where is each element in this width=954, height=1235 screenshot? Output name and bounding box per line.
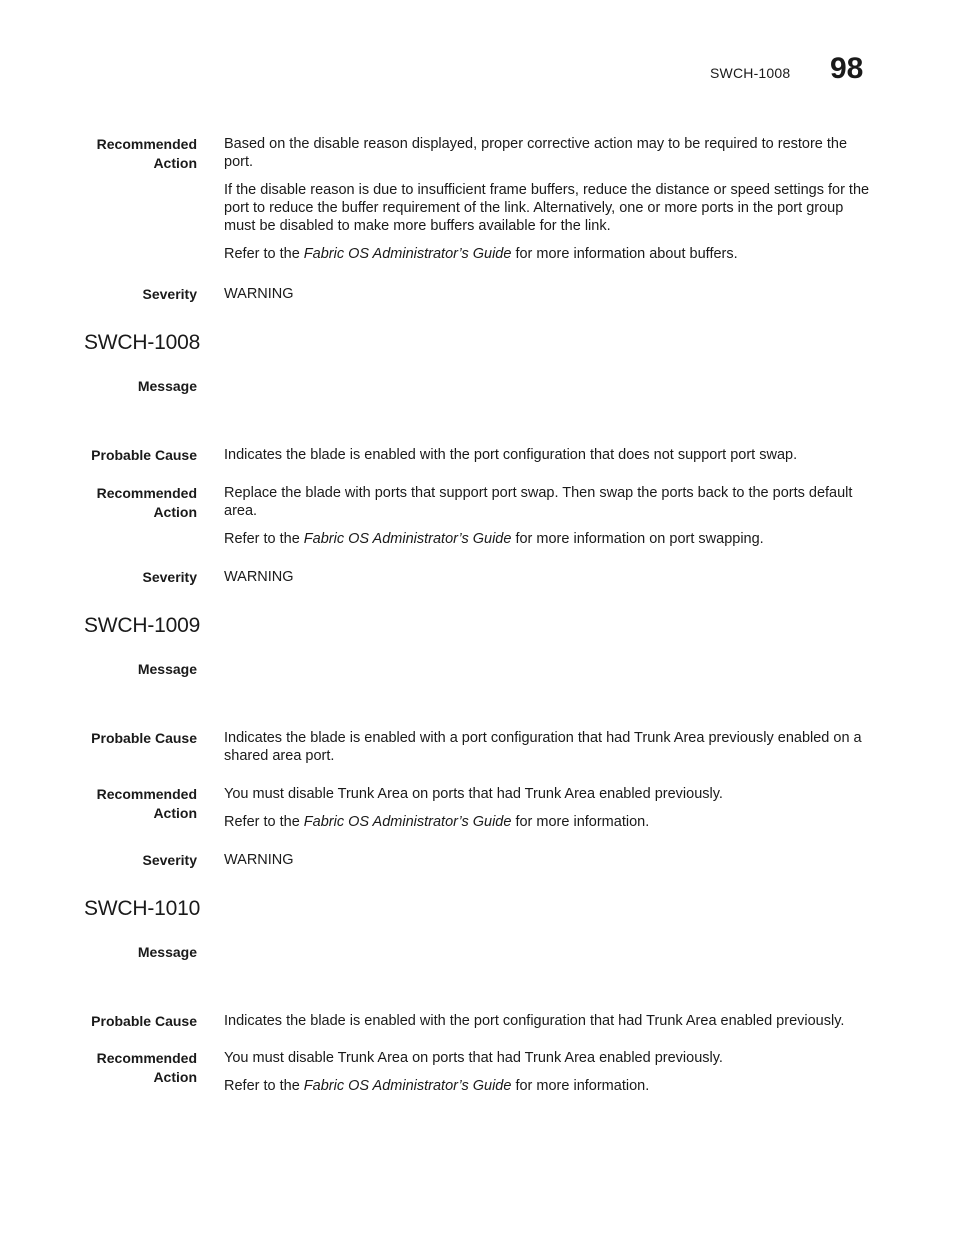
paragraph: Refer to the Fabric OS Administrator’s Guide for more information.	[224, 814, 650, 830]
guide-title: Fabric OS Administrator’s Guide	[303, 246, 512, 262]
field-label: Message	[137, 661, 197, 677]
paragraph: You must disable Trunk Area on ports that had Trunk Area enabled previously.	[224, 1050, 723, 1066]
field-value: WARNING	[224, 569, 294, 585]
field-value: WARNING	[224, 286, 294, 302]
guide-title: Fabric OS Administrator’s Guide	[303, 814, 512, 830]
section-heading: SWCH-1009	[84, 614, 201, 637]
field-value: WARNING	[224, 852, 294, 868]
field-label: Recommended Action	[96, 136, 197, 171]
field-label: Recommended Action	[96, 485, 197, 520]
field-label: Recommended Action	[96, 786, 197, 821]
field-label: Message	[137, 944, 197, 960]
section-heading: SWCH-1008	[84, 331, 201, 354]
field-label: Severity	[142, 569, 197, 585]
field-label: Probable Cause	[91, 1013, 197, 1029]
field-value	[224, 135, 870, 263]
paragraph: Refer to the Fabric OS Administrator’s Guide for more information.	[224, 1078, 650, 1094]
paragraph: Based on the disable reason displayed, proper corrective action may to be required to restore the port.	[224, 136, 848, 170]
field-label: Recommended Action	[96, 1050, 197, 1085]
paragraph: Refer to the Fabric OS Administrator’s Guide for more information on port swapping.	[224, 531, 764, 547]
field-label: Severity	[142, 286, 197, 302]
field-value	[224, 484, 870, 548]
guide-title: Fabric OS Administrator’s Guide	[303, 1078, 512, 1094]
section-heading: SWCH-1010	[84, 897, 201, 920]
field-value: Indicates the blade is enabled with the port configuration that had Trunk Area enabled previously.	[224, 1013, 845, 1029]
paragraph: If the disable reason is due to insufficient frame buffers, reduce the distance or speed settings for the port to reduce the buffer requirement of the link. Alternatively, one or more ports in the port group must be disabled to make more buffers available for the link.	[224, 182, 870, 234]
field-label: Message	[137, 378, 197, 394]
running-header-section: SWCH-1008	[710, 65, 791, 81]
field-label: Probable Cause	[91, 730, 197, 746]
paragraph: You must disable Trunk Area on ports that had Trunk Area enabled previously.	[224, 786, 723, 802]
field-value	[224, 1049, 870, 1095]
paragraph: Refer to the Fabric OS Administrator’s Guide for more information about buffers.	[224, 246, 738, 262]
field-value: Indicates the blade is enabled with a port configuration that had Trunk Area previously enabled on a shared area port.	[224, 730, 862, 764]
field-label: Probable Cause	[91, 447, 197, 463]
field-label: Severity	[142, 852, 197, 868]
chapter-number: 98	[830, 52, 864, 85]
field-value: Indicates the blade is enabled with the port configuration that does not support port swap.	[224, 447, 798, 463]
paragraph: Replace the blade with ports that support port swap. Then swap the ports back to the ports default area.	[224, 485, 853, 519]
field-value	[224, 785, 870, 831]
guide-title: Fabric OS Administrator’s Guide	[303, 531, 512, 547]
